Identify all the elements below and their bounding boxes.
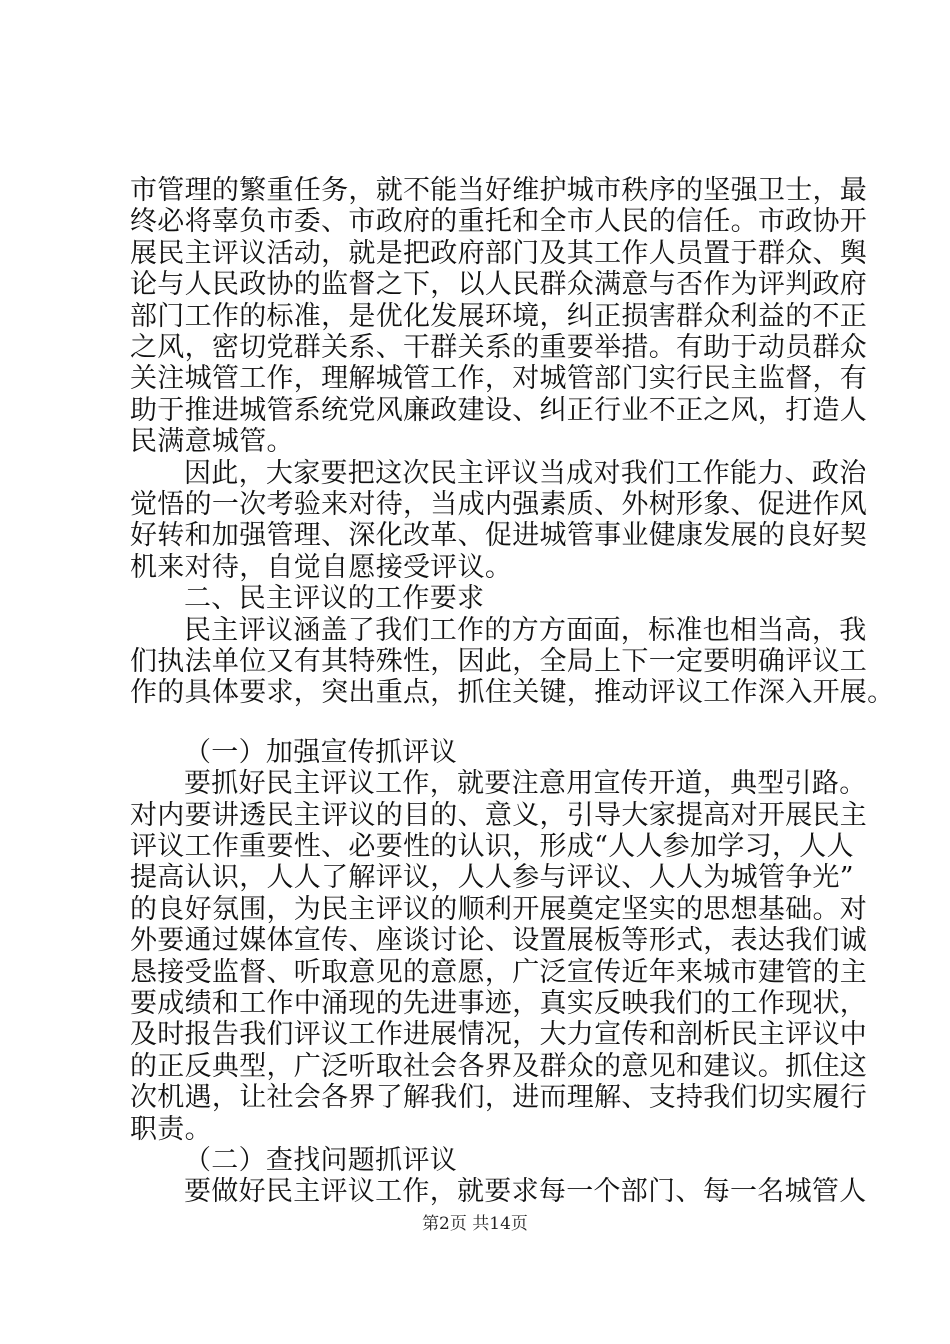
paragraph-line: 评议工作重要性、必要性的认识，形成“人人参加学习，人人 <box>130 831 854 862</box>
page-number-footer: 第2页 共14页 <box>422 1214 528 1234</box>
paragraph-line: 要做好民主评议工作，就要求每一个部门、每一名城管人 <box>184 1176 867 1208</box>
paragraph-line: 助于推进城管系统党风廉政建设、纠正行业不正之风，打造人 <box>130 394 868 426</box>
paragraph-line: 提高认识，人人了解评议，人人参与评议、人人为城管争光” <box>130 862 854 894</box>
paragraph-line: 恳接受监督、听取意见的意愿，广泛宣传近年来城市建管的主 <box>130 956 868 988</box>
subsection-heading: （一）加强宣传抓评议 <box>184 736 457 768</box>
paragraph-line: 部门工作的标准，是优化发展环境，纠正损害群众利益的不正 <box>130 300 868 332</box>
paragraph-line: 市管理的繁重任务，就不能当好维护城市秩序的坚强卫士，最 <box>130 175 868 206</box>
paragraph-line: 对内要讲透民主评议的目的、意义，引导大家提高对开展民主 <box>130 799 868 831</box>
paragraph-line: 民满意城管。 <box>130 426 294 458</box>
paragraph-line: 终必将辜负市委、市政府的重托和全市人民的信任。市政协开 <box>130 206 868 238</box>
paragraph-line: 关注城管工作，理解城管工作，对城管部门实行民主监督，有 <box>130 363 868 395</box>
paragraph-line: 们执法单位又有其特殊性，因此，全局上下一定要明确评议工 <box>130 646 868 677</box>
paragraph-line: 机来对待，自觉自愿接受评议。 <box>130 551 513 583</box>
paragraph-line: 要成绩和工作中涌现的先进事迹，真实反映我们的工作现状， <box>130 988 868 1019</box>
paragraph-line: 觉悟的一次考验来对待，当成内强素质、外树形象、促进作风 <box>130 489 868 520</box>
paragraph-line: 民主评议涵盖了我们工作的方方面面，标准也相当高，我 <box>184 614 867 646</box>
paragraph-line: 外要通过媒体宣传、座谈讨论、设置展板等形式，表达我们诚 <box>130 925 868 957</box>
subsection-heading: （二）查找问题抓评议 <box>184 1145 457 1176</box>
paragraph-line: 次机遇，让社会各界了解我们，进而理解、支持我们切实履行 <box>130 1082 868 1114</box>
paragraph-line: 要抓好民主评议工作，就要注意用宣传开道，典型引路。 <box>184 768 867 800</box>
section-heading: 二、民主评议的工作要求 <box>184 583 485 615</box>
paragraph-line: 展民主评议活动，就是把政府部门及其工作人员置于群众、舆 <box>130 237 868 269</box>
paragraph-line: 的良好氛围，为民主评议的顺利开展奠定坚实的思想基础。对 <box>130 893 868 925</box>
paragraph-line: 的正反典型，广泛听取社会各界及群众的意见和建议。抓住这 <box>130 1050 868 1082</box>
paragraph-line: 之风，密切党群关系、干群关系的重要举措。有助于动员群众 <box>130 332 868 363</box>
paragraph-line: 论与人民政协的监督之下，以人民群众满意与否作为评判政府 <box>130 269 868 301</box>
paragraph-line: 及时报告我们评议工作进展情况，大力宣传和剖析民主评议中 <box>130 1019 868 1051</box>
paragraph-line: 好转和加强管理、深化改革、促进城管事业健康发展的良好契 <box>130 520 868 552</box>
paragraph-line: 因此，大家要把这次民主评议当成对我们工作能力、政治 <box>184 457 867 489</box>
paragraph-line: 作的具体要求，突出重点，抓住关键，推动评议工作深入开展。 <box>130 677 895 709</box>
paragraph-line: 职责。 <box>130 1113 212 1145</box>
